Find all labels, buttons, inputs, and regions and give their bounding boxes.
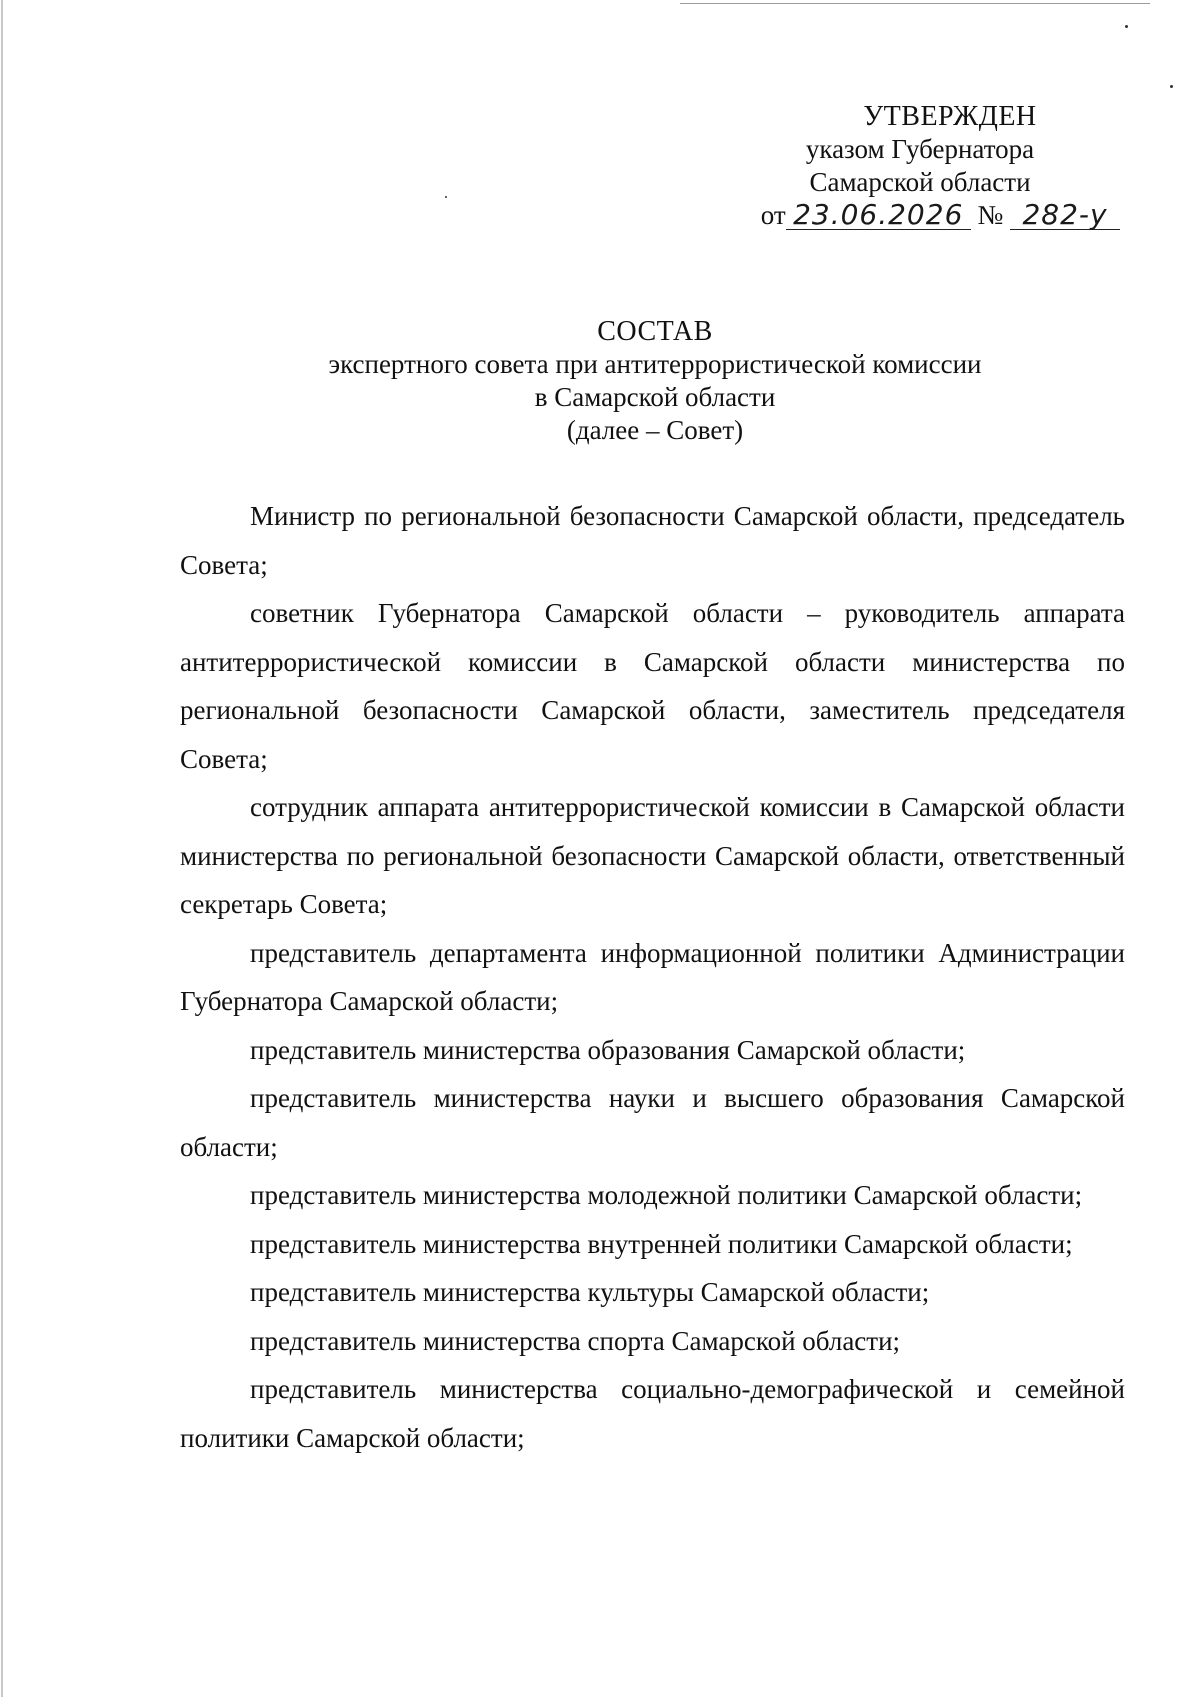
document-title-block	[180, 315, 1130, 447]
approval-stamp-block	[700, 100, 1140, 232]
member-item: представитель министерства социально-демографической и семейной политики Самарской области;	[180, 1374, 1125, 1453]
approval-date-number-line	[700, 199, 1140, 232]
scan-speck	[1170, 85, 1173, 88]
member-item: Министр по региональной безопасности Самарской области, председатель Совета;	[180, 501, 1125, 580]
title-line-2: в Самарской области	[534, 382, 776, 412]
member-item: представитель министерства внутренней политики Самарской области;	[250, 1228, 1073, 1259]
handwritten-date: 23.06.2026	[786, 201, 971, 230]
approval-line-1: указом Губернатора	[805, 134, 1035, 164]
member-item: советник Губернатора Самарской области – руководитель аппарата антитеррористической комиссии в Самарской области министерства по региональной безопасности Самарской области, заместитель председателя Совета;	[180, 598, 1125, 774]
approval-heading: УТВЕРЖДЕН	[863, 101, 1037, 132]
members-list	[180, 492, 1125, 1462]
title-line-3: (далее – Совет)	[566, 415, 744, 445]
member-item: представитель министерства культуры Самарской области;	[250, 1277, 930, 1307]
member-item: сотрудник аппарата антитеррористической комиссии в Самарской области министерства по региональной безопасности Самарской области, ответственный секретарь Совета;	[180, 792, 1125, 919]
number-prefix: №	[977, 200, 1004, 230]
scan-speck	[445, 196, 447, 198]
scan-artifact-top	[680, 3, 1150, 4]
scan-artifact-left	[1, 0, 3, 1697]
member-item: представитель министерства спорта Самарской области;	[250, 1325, 901, 1356]
member-item: представитель министерства образования Самарской области;	[250, 1034, 966, 1065]
handwritten-number: 282-у	[1010, 201, 1120, 230]
date-prefix: от	[760, 200, 786, 230]
member-item: представитель департамента информационной политики Администрации Губернатора Самарской области;	[180, 937, 1125, 1016]
document-title: СОСТАВ	[597, 316, 713, 347]
title-line-1: экспертного совета при антитеррористической комиссии	[328, 349, 982, 379]
member-item: представитель министерства науки и высшего образования Самарской области;	[180, 1083, 1125, 1162]
scan-speck	[1125, 25, 1128, 28]
approval-line-2: Самарской области	[809, 167, 1031, 197]
member-item: представитель министерства молодежной политики Самарской области;	[250, 1180, 1083, 1210]
